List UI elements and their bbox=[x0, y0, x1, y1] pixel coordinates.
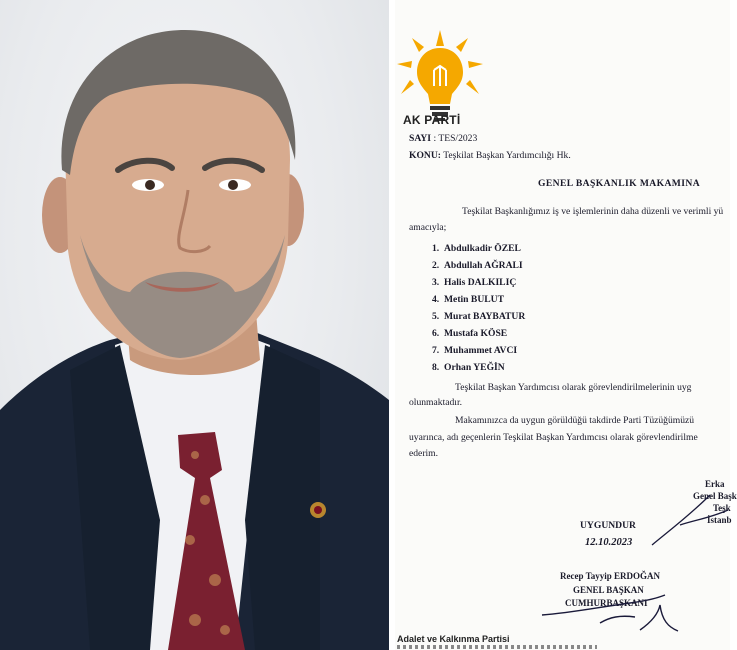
konu-value: Teşkilat Başkan Yardımcılığı Hk. bbox=[443, 150, 571, 161]
konu-line bbox=[409, 150, 571, 162]
list-item: 6. Mustafa KÖSE bbox=[432, 328, 508, 339]
list-item: 1. Abdulkadir ÖZEL bbox=[432, 243, 521, 254]
signer-signature bbox=[650, 490, 730, 550]
approval-label: UYGUNDUR bbox=[580, 520, 636, 531]
approval-date: 12.10.2023 bbox=[585, 537, 633, 548]
list-item: 3. Halis DALKILIÇ bbox=[432, 277, 517, 288]
list-item: 8. Orhan YEĞİN bbox=[432, 362, 505, 373]
konu-label: KONU: bbox=[409, 150, 441, 161]
paragraph-3-end: ederim. bbox=[409, 448, 439, 459]
president-title-1: GENEL BAŞKAN bbox=[573, 585, 644, 595]
president-title-2: CUMHURBAŞKANI bbox=[565, 598, 648, 608]
signer-line: Genel Başk bbox=[693, 491, 737, 501]
paragraph-3-cont: uyarınca, adı geçenlerin Teşkilat Başkan Yardımcısı olarak görevlendirilme bbox=[409, 432, 698, 443]
list-item: 2. Abdullah AĞRALI bbox=[432, 260, 523, 271]
president-name: Recep Tayyip ERDOĞAN bbox=[560, 571, 661, 581]
president-signature bbox=[540, 585, 680, 635]
sayi-value: : TES/2023 bbox=[433, 133, 478, 144]
official-letter bbox=[395, 0, 737, 650]
paragraph-1: Teşkilat Başkanlığımız iş ve işlemlerinin daha düzenli ve verimli yü bbox=[462, 206, 724, 217]
brand-name: AK PARTİ bbox=[403, 113, 461, 127]
sayi-line bbox=[409, 133, 477, 145]
list-item: 7. Muhammet AVCI bbox=[432, 345, 518, 356]
ak-parti-logo bbox=[395, 28, 485, 123]
footer-address-line bbox=[397, 645, 597, 649]
list-item: 5. Murat BAYBATUR bbox=[432, 311, 526, 322]
paragraph-3: Makamınızca da uygun görüldüğü takdirde Parti Tüzüğümüzü bbox=[455, 415, 695, 426]
footer-text: Adalet ve Kalkınma Partisi bbox=[397, 634, 510, 644]
signer-line: İstanb bbox=[707, 515, 732, 525]
paragraph-1-cont: amacıyla; bbox=[409, 222, 447, 233]
signer-line: Erka bbox=[705, 479, 725, 489]
letter-heading: GENEL BAŞKANLIK MAKAMINA bbox=[538, 178, 701, 189]
signer-line: Teşk bbox=[713, 503, 731, 513]
list-item: 4. Metin BULUT bbox=[432, 294, 504, 305]
paragraph-2-cont: olunmaktadır. bbox=[409, 397, 463, 408]
paragraph-2: Teşkilat Başkan Yardımcısı olarak görevlendirilmelerinin uyg bbox=[455, 382, 692, 393]
sayi-label: SAYI bbox=[409, 133, 432, 144]
